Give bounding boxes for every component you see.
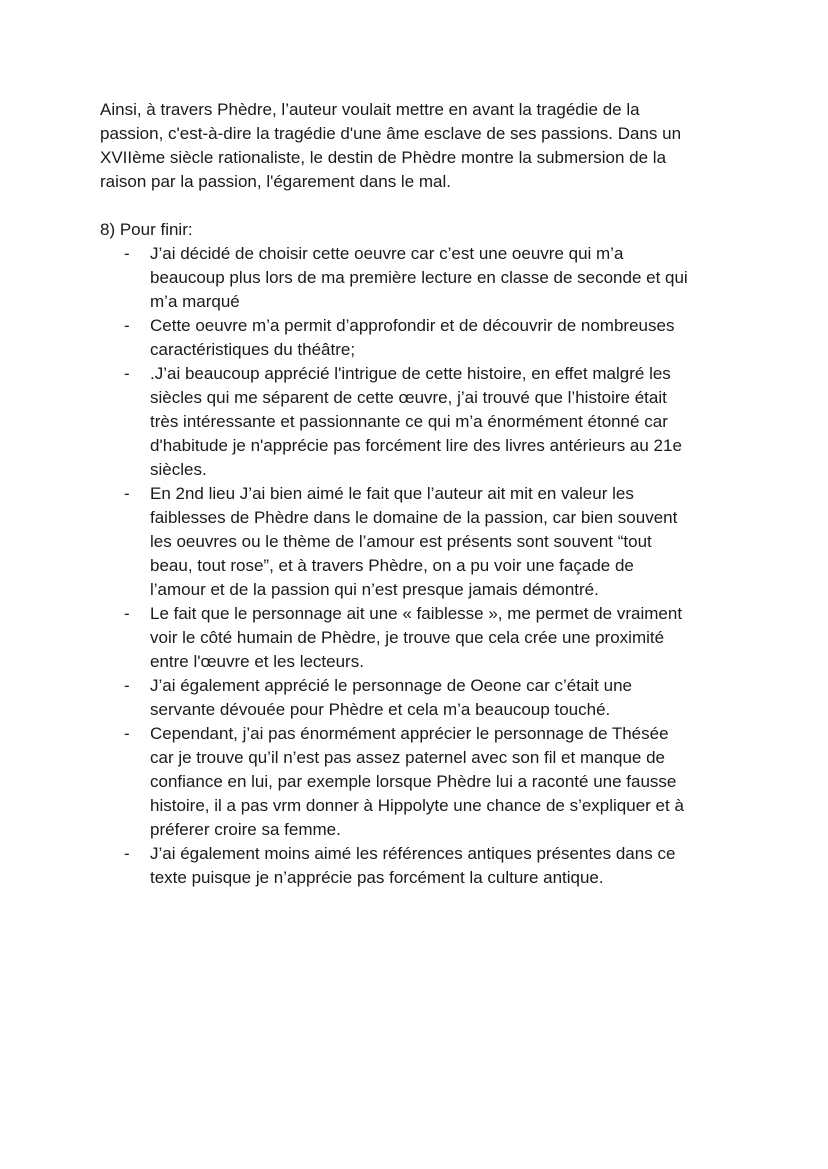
list-item-line: texte puisque je n’apprécie pas forcément la culture antique. (150, 868, 604, 887)
list-item-line: très intéressante et passionnante ce qui m’a énormément étonné car (150, 412, 668, 431)
list-item-line: siècles qui me séparent de cette œuvre, j’ai trouvé que l’histoire était (150, 388, 667, 407)
list-item (100, 674, 740, 722)
list-item-line: entre l'œuvre et les lecteurs. (150, 652, 364, 671)
intro-line: passion, c'est-à-dire la tragédie d'une âme esclave de ses passions. Dans un (100, 124, 682, 143)
intro-paragraph (100, 98, 740, 194)
list-item-line: J’ai également moins aimé les références antiques présentes dans ce (150, 844, 676, 863)
list-item-line: Le fait que le personnage ait une « faiblesse », me permet de vraiment (150, 604, 683, 623)
list-item (100, 722, 740, 842)
list-item-line: l’amour et de la passion qui n’est presque jamais démontré. (150, 580, 599, 599)
list-item (100, 842, 740, 890)
list-item-line: voir le côté humain de Phèdre, je trouve que cela crée une proximité (150, 628, 665, 647)
list-item-line: beaucoup plus lors de ma première lecture en classe de seconde et qui (150, 268, 688, 287)
list-item (100, 602, 740, 674)
list-item-line: J’ai décidé de choisir cette oeuvre car c’est une oeuvre qui m’a (150, 244, 624, 263)
list-item-line: préferer croire sa femme. (150, 820, 341, 839)
list-item (100, 242, 740, 314)
list-item-line: En 2nd lieu J’ai bien aimé le fait que l’auteur ait mit en valeur les (150, 484, 634, 503)
list-item-line: .J’ai beaucoup apprécié l'intrigue de cette histoire, en effet malgré les (150, 364, 671, 383)
bullet-dash: - (124, 364, 130, 383)
list-item-line: car je trouve qu’il n’est pas assez paternel avec son fil et manque de (150, 748, 666, 767)
bullet-dash: - (124, 244, 130, 263)
list-item-line: faiblesses de Phèdre dans le domaine de la passion, car bien souvent (150, 508, 678, 527)
bullet-dash: - (124, 484, 130, 503)
paragraph-spacer (100, 194, 740, 218)
bullet-dash: - (124, 676, 130, 695)
list-item-line: d'habitude je n'apprécie pas forcément lire des livres antérieurs au 21e (150, 436, 682, 455)
list-item-line: siècles. (150, 460, 207, 479)
intro-line: XVIIème siècle rationaliste, le destin de Phèdre montre la submersion de la (100, 148, 667, 167)
list-item-line: Cette oeuvre m’a permit d’approfondir et de découvrir de nombreuses (150, 316, 675, 335)
bullet-dash: - (124, 604, 130, 623)
document-page (100, 98, 740, 890)
intro-line: Ainsi, à travers Phèdre, l’auteur voulait mettre en avant la tragédie de la (100, 100, 640, 119)
list-item-line: Cependant, j’ai pas énormément apprécier le personnage de Thésée (150, 724, 669, 743)
bullet-dash: - (124, 844, 130, 863)
section-title: 8) Pour finir: (100, 220, 193, 239)
list-item (100, 482, 740, 602)
list-item-line: les oeuvres ou le thème de l’amour est présents sont souvent “tout (150, 532, 652, 551)
list-item-line: m’a marqué (150, 292, 240, 311)
list-item (100, 314, 740, 362)
list-item-line: beau, tout rose”, et à travers Phèdre, on a pu voir une façade de (150, 556, 634, 575)
bullet-dash: - (124, 724, 130, 743)
bullet-list (100, 242, 740, 890)
list-item-line: histoire, il a pas vrm donner à Hippolyte une chance de s’expliquer et à (150, 796, 684, 815)
list-item-line: J’ai également apprécié le personnage de Oeone car c’était une (150, 676, 632, 695)
list-item-line: servante dévouée pour Phèdre et cela m’a beaucoup touché. (150, 700, 611, 719)
list-item-line: caractéristiques du théâtre; (150, 340, 356, 359)
list-item-line: confiance en lui, par exemple lorsque Phèdre lui a raconté une fausse (150, 772, 677, 791)
list-item (100, 362, 740, 482)
intro-line: raison par la passion, l'égarement dans le mal. (100, 172, 451, 191)
bullet-dash: - (124, 316, 130, 335)
